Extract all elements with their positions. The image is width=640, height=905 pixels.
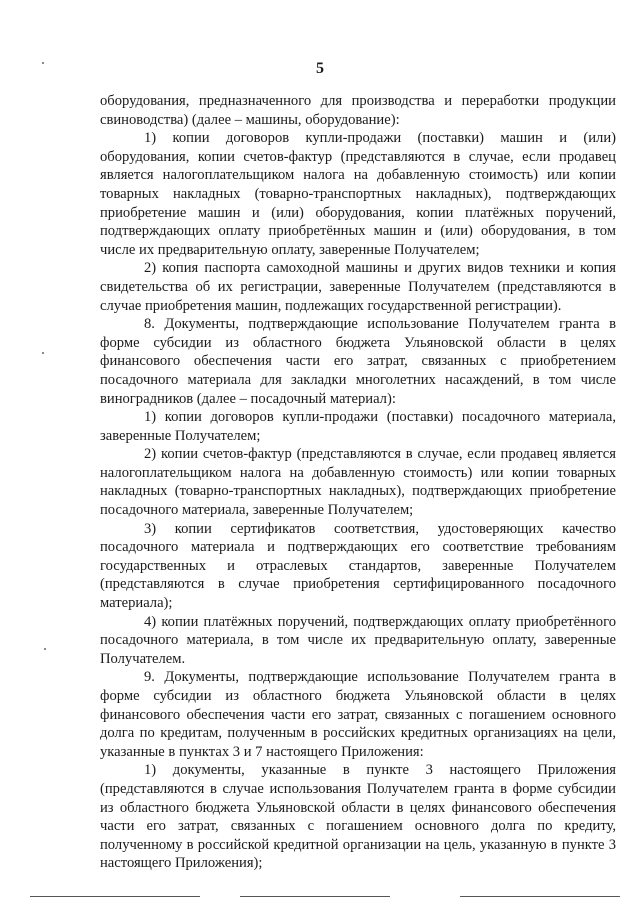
paragraph-item-1: 1) копии договоров купли-продажи (поставки) машин и (или) оборудования, копии счетов-фактур (представляются в случае, если продавец является налогоплательщиком налога на добавленную стоимость) или копии товарных накладных (товарно-транспортных накладных), подтверждающих приобретение машин и (или) оборудования, копии платёжных поручений, подтверждающих оплату приобретённых машин и (или) оборудования, в том числе их предварительную оплату, заверенные Получателем; [100,130,616,258]
paragraph-item-1: 1) документы, указанные в пункте 3 настоящего Приложения (представляются в случае использования Получателем гранта в форме субсидии из областного бюджета Ульяновской области в целях финансового обеспечения части его затрат, связанных с погашением основного долга по кредиту, полученному в российской кредитной организации на цель, указанную в пункте 3 настоящего Приложения); [100,762,616,872]
footer-rule [240,896,390,897]
paragraph-section-9: 9. Документы, подтверждающие использование Получателем гранта в форме субсидии из областного бюджета Ульяновской области в целях финансового обеспечения части его затрат, связанных с погашением основного долга по кредитам, полученным в российских кредитных организациях на цели, указанные в пунктах 3 и 7 настоящего Приложения: [100,669,616,760]
scan-speck [42,352,44,354]
paragraph-continuation: оборудования, предназначенного для производства и переработки продукции свиноводства) (далее – машины, оборудование): [100,93,616,128]
scan-speck [42,62,44,64]
footer-rule [460,896,620,897]
paragraph-item-1: 1) копии договоров купли-продажи (поставки) посадочного материала, заверенные Получателем; [100,409,616,444]
paragraph-item-2: 2) копии счетов-фактур (представляются в случае, если продавец является налогоплательщиком налога на добавленную стоимость) или копии товарных накладных (товарно-транспортных накладных), подтверждающих приобретение посадочного материала, заверенные Получателем; [100,446,616,519]
scan-speck [44,648,46,650]
document-body [100,92,616,873]
paragraph-section-8: 8. Документы, подтверждающие использование Получателем гранта в форме субсидии из областного бюджета Ульяновской области в целях финансового обеспечения части его затрат, связанных с приобретением посадочного материала для закладки многолетних насаждений, в том числе виноградников (далее – посадочный материал): [100,316,616,407]
footer-rule [30,896,200,897]
paragraph-item-3: 3) копии сертификатов соответствия, удостоверяющих качество посадочного материала и подтверждающих его соответствие требованиям государственных и отраслевых стандартов, заверенные Получателем (представляются в случае приобретения сертифицированного посадочного материала); [100,520,616,612]
paragraph-item-2: 2) копия паспорта самоходной машины и других видов техники и копия свидетельства об их регистрации, заверенные Получателем (представляются в случае приобретения машин, подлежащих государственной регистрации). [100,260,616,314]
page-number: 5 [316,60,324,77]
paragraph-item-4: 4) копии платёжных поручений, подтверждающих оплату приобретённого посадочного материала, в том числе их предварительную оплату, заверенные Получателем. [100,613,616,667]
